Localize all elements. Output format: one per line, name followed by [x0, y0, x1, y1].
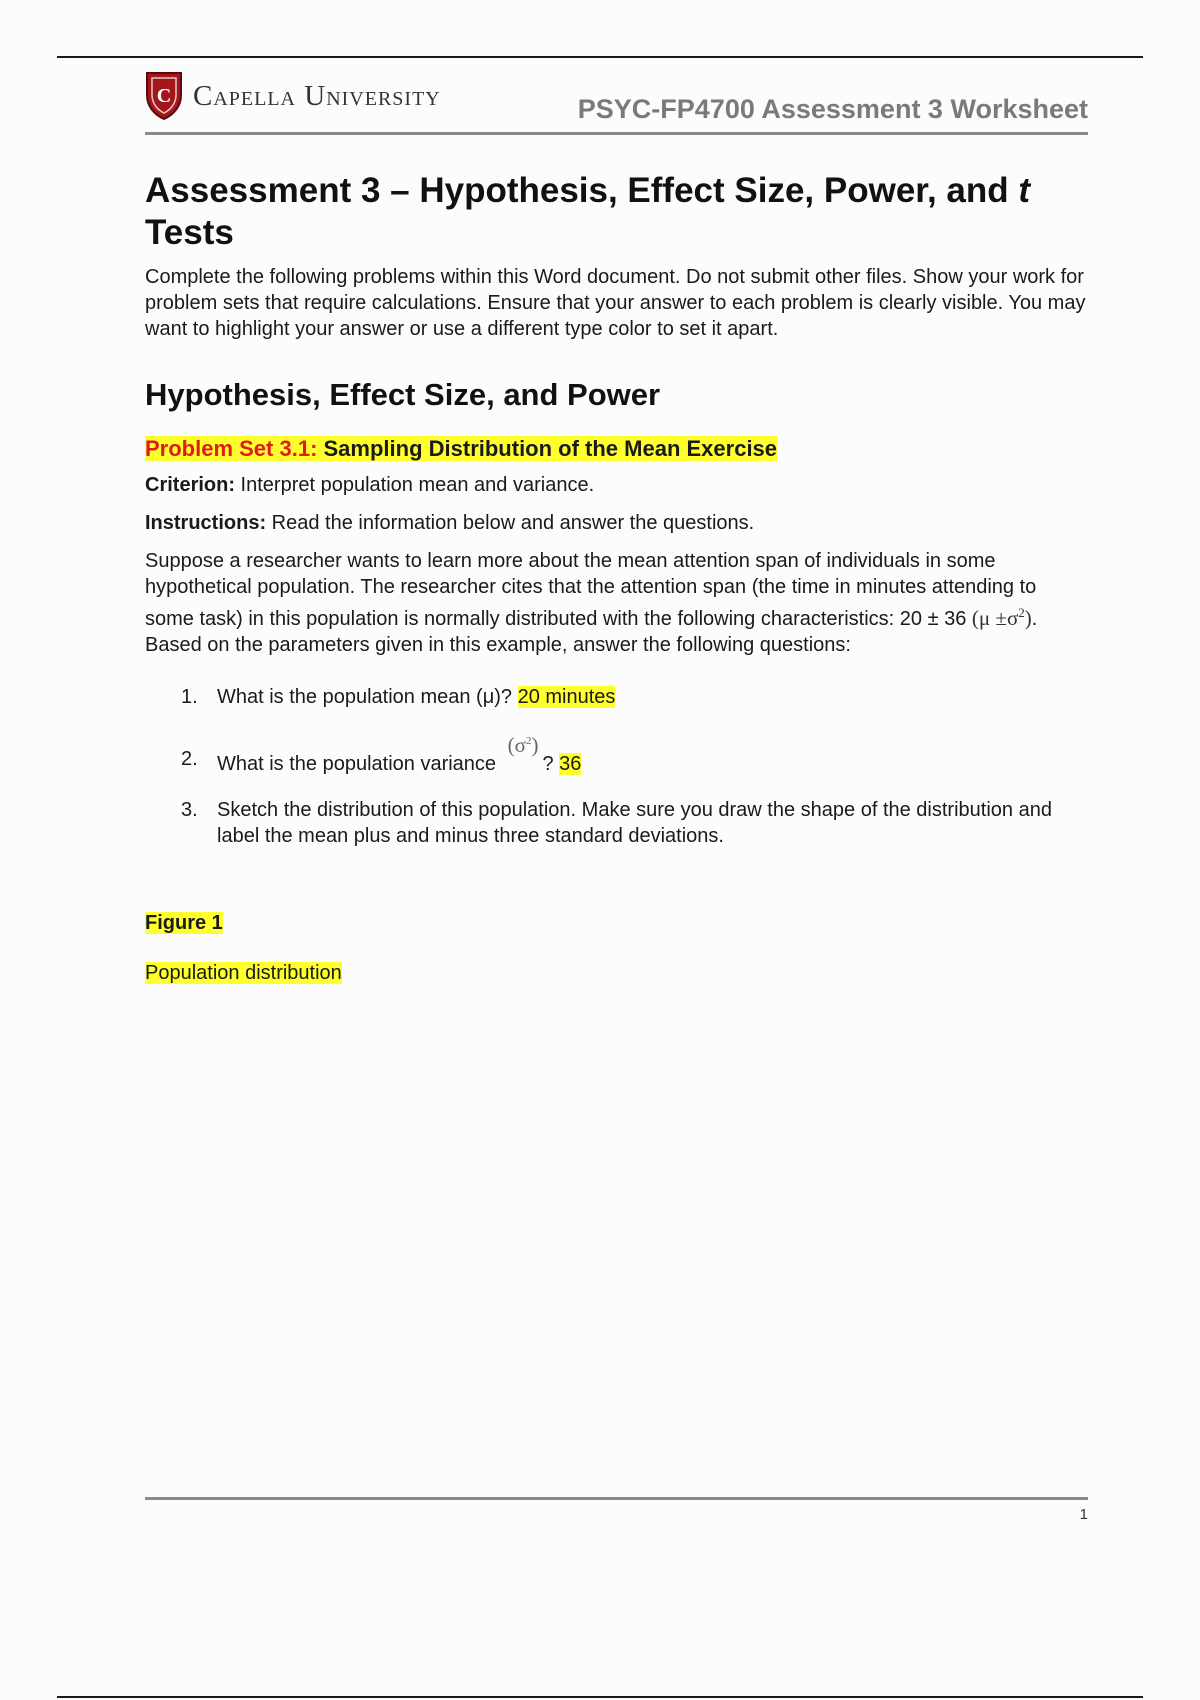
problem-set-label: Problem Set 3.1:	[145, 436, 318, 461]
page-title	[145, 170, 1088, 254]
question-number: 2.	[181, 748, 198, 770]
question-number: 1.	[181, 686, 198, 708]
question-number: 3.	[181, 799, 198, 821]
plus-minus-symbol: ±	[927, 608, 939, 630]
question-item	[181, 733, 1088, 777]
answer-highlight: 20 minutes	[517, 686, 616, 708]
figure-label-text: Figure 1	[145, 912, 223, 934]
formula-base: (μ ±σ	[971, 606, 1019, 630]
page	[145, 60, 1088, 987]
question-list	[145, 684, 1088, 849]
question-item	[181, 797, 1088, 849]
title-main: Assessment 3 – Hypothesis, Effect Size, Power, and	[145, 171, 1019, 210]
logo-wordmark: Capella University	[193, 79, 441, 112]
svg-text:C: C	[156, 85, 172, 107]
mean-variance-formula	[972, 606, 1032, 630]
problem-set-heading	[145, 434, 1088, 464]
question-text: What is the population mean (μ)?	[217, 686, 518, 708]
criterion	[145, 472, 1088, 498]
answer-highlight: 36	[559, 753, 582, 775]
bottom-border	[57, 1696, 1143, 1698]
page-number: 1	[1079, 1506, 1088, 1523]
question-item	[181, 684, 1088, 710]
scenario-part1: Suppose a researcher wants to learn more about the mean attention span of individuals in some hypothetical population. The researcher cites that the attention span (the time in minutes attending to some task) in this population is normally distributed with the following characteristics: 20	[145, 550, 1037, 630]
title-italic-t: t	[1018, 171, 1031, 210]
scenario-paragraph	[145, 548, 1088, 658]
variance-formula	[508, 728, 539, 758]
document-title: PSYC-FP4700 Assessment 3 Worksheet	[577, 94, 1088, 124]
page-header	[145, 60, 1088, 136]
question-text: What is the population variance	[217, 753, 502, 775]
instructions-label: Instructions:	[145, 512, 267, 534]
variance-formula-sup: 2	[525, 735, 532, 747]
criterion-text: Interpret population mean and variance.	[235, 474, 595, 496]
instructions-text: Read the information below and answer the questions.	[266, 512, 755, 534]
question-text: Sketch the distribution of this population. Make sure you draw the shape of the distribution and label the mean plus and minus three standard deviations.	[217, 799, 1052, 847]
criterion-label: Criterion:	[145, 474, 235, 496]
section-heading: Hypothesis, Effect Size, and Power	[145, 377, 661, 412]
figure-caption-text: Population distribution	[145, 962, 342, 984]
capella-logo	[145, 71, 441, 121]
formula-close: )	[1024, 606, 1032, 630]
figure-caption	[145, 959, 1088, 987]
intro-paragraph: Complete the following problems within this Word document. Do not submit other files. Show your work for problem sets that require calculations. Ensure that your answer to each problem is clearly visible. You may want to highlight your answer or use a different type color to set it apart.	[145, 266, 1086, 340]
header-divider	[145, 132, 1088, 135]
instructions	[145, 510, 1088, 536]
scenario-part2: . Based on the parameters given in this example, answer the following questions:	[145, 608, 1038, 656]
variance-formula-close: )	[531, 733, 539, 757]
scenario-value: 36	[938, 608, 972, 630]
footer-divider	[145, 1497, 1088, 1500]
problem-set-title: Sampling Distribution of the Mean Exercise	[317, 436, 778, 461]
shield-icon	[145, 71, 183, 121]
question-after: ?	[542, 753, 560, 775]
problem-set-highlight	[145, 436, 777, 461]
variance-formula-base: (σ	[507, 733, 526, 757]
title-line2: Tests	[145, 213, 234, 252]
figure-label	[145, 909, 1088, 937]
formula-sup: 2	[1018, 605, 1025, 620]
top-border	[57, 56, 1143, 58]
